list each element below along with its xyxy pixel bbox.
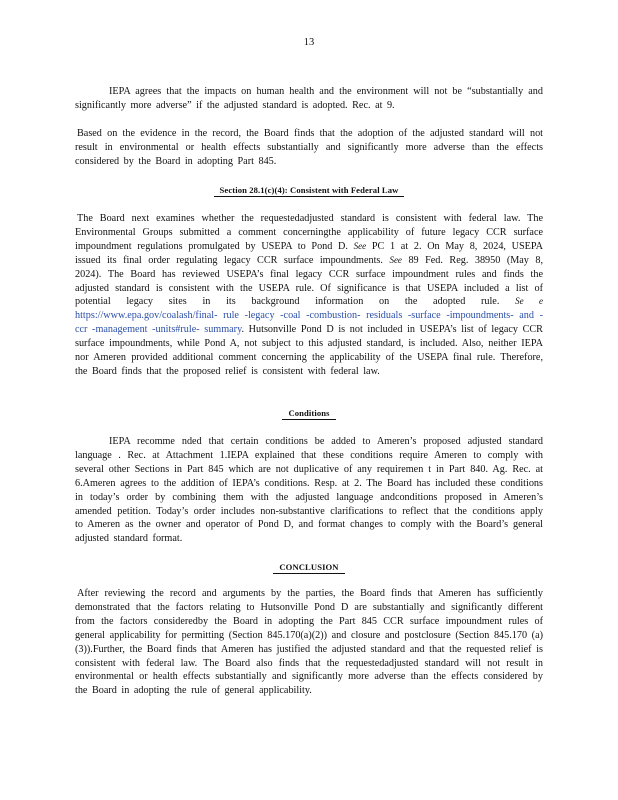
paragraph-iepa-impacts: IEPA agrees that the impacts on human health and the environment will not be “substantially and significantly more adverse” if the adjusted standard is adopted. Rec. at 9. (75, 86, 543, 111)
federal-text-d: . Hutsonville Pond D is not included in USEPA’s list of legacy CCR surface impoundments, while Pond A, not subject to this adjusted standard, is included. Also, neither IEPA nor Ameren provided additional comment concerning the applicability of the USEPA final rule. Therefore, the Board finds that the proposed relief is consistent with federal law. (75, 324, 543, 377)
section-heading-conditions (0, 408, 618, 420)
paragraph-board-finds-effects: Based on the evidence in the record, the Board finds that the adoption of the adjusted standard will not result in environmental or health effects substantially and significantly more adverse than the effects considered by the Board in adopting Part 845. (75, 128, 543, 167)
see-signal-3: Se e (515, 296, 543, 307)
federal-text-c: 89 Fed. Reg. 38950 (May 8, 2024). The Board has reviewed USEPA’s final legacy CCR surface impoundment rules and finds the adjusted standard is consistent with the USEPA rule. Of significance is that USEPA included a list of potential legacy sites in its background information on the adopted rule. (75, 254, 544, 308)
section-heading-conclusion (0, 562, 618, 574)
paragraph-federal-law (75, 212, 543, 379)
section-heading-conclusion-text: CONCLUSION (273, 562, 344, 574)
federal-text-a: The Board next examines whether the requestedadjusted standard is consistent with federal law. The Environmental Groups submitted a comment concerningthe applicability of future legacy CCR surface impoundment regulations promulgated by USEPA to Pond D. (75, 213, 543, 252)
usepa-rule-link[interactable]: https://www.epa.gov/coalash/final- rule -legacy -coal -combustion- residuals -surface -impoundments- and -ccr -management -units#rule- summary (75, 310, 543, 336)
section-heading-federal-law-text: Section 28.1(c)(4): Consistent with Federal Law (214, 185, 405, 197)
section-heading-conditions-text: Conditions (282, 408, 335, 420)
federal-text-b: PC 1 at 2. On May 8, 2024, USEPA issued its final order regulating legacy CCR surface impoundments. (75, 240, 543, 266)
see-signal-2: See (389, 254, 402, 265)
section-heading-federal-law (0, 185, 618, 197)
page-number: 13 (303, 37, 315, 48)
see-signal-1: See (353, 240, 367, 251)
paragraph-conditions: IEPA recomme nded that certain conditions be added to Ameren’s proposed adjusted standard language . Rec. at Attachment 1.IEPA explained that these conditions require Ameren to comply with several other Sections in Part 845 which are not duplicative of any requiremen t in Part 840. Ag. Rec. at 6.Ameren agrees to the addition of IEPA’s conditions. Resp. at 2. The Board has included these conditions in today’s order by combining them with the adjusted language andconditions proposed in Ameren’s amended petition. Today’s order includes non-substantive clarifications to reflect that the conditions apply to Ameren as the owner and operator of Pond D, and format changes to comply with the Board’s general adjusted standard format. (75, 436, 543, 545)
paragraph-conclusion: After reviewing the record and arguments by the parties, the Board finds that Ameren has sufficiently demonstrated that the factors relating to Hutsonville Pond D are substantially and significantly different from the factors consideredby the Board in adopting the Part 845 CCR surface impoundment rules of general applicability for permitting (Section 845.170(a)(2)) and closure and postclosure (Section 845.170 (a)(3)).Further, the Board finds that Ameren has justified the adjusted standard and that the requested relief is consistent with federal law. The Board also finds that the requestedadjusted standard will not result in environmental or health effects substantially and significantly more adverse than the effects considered by the Board in adopting the rule of general applicability. (75, 588, 543, 697)
